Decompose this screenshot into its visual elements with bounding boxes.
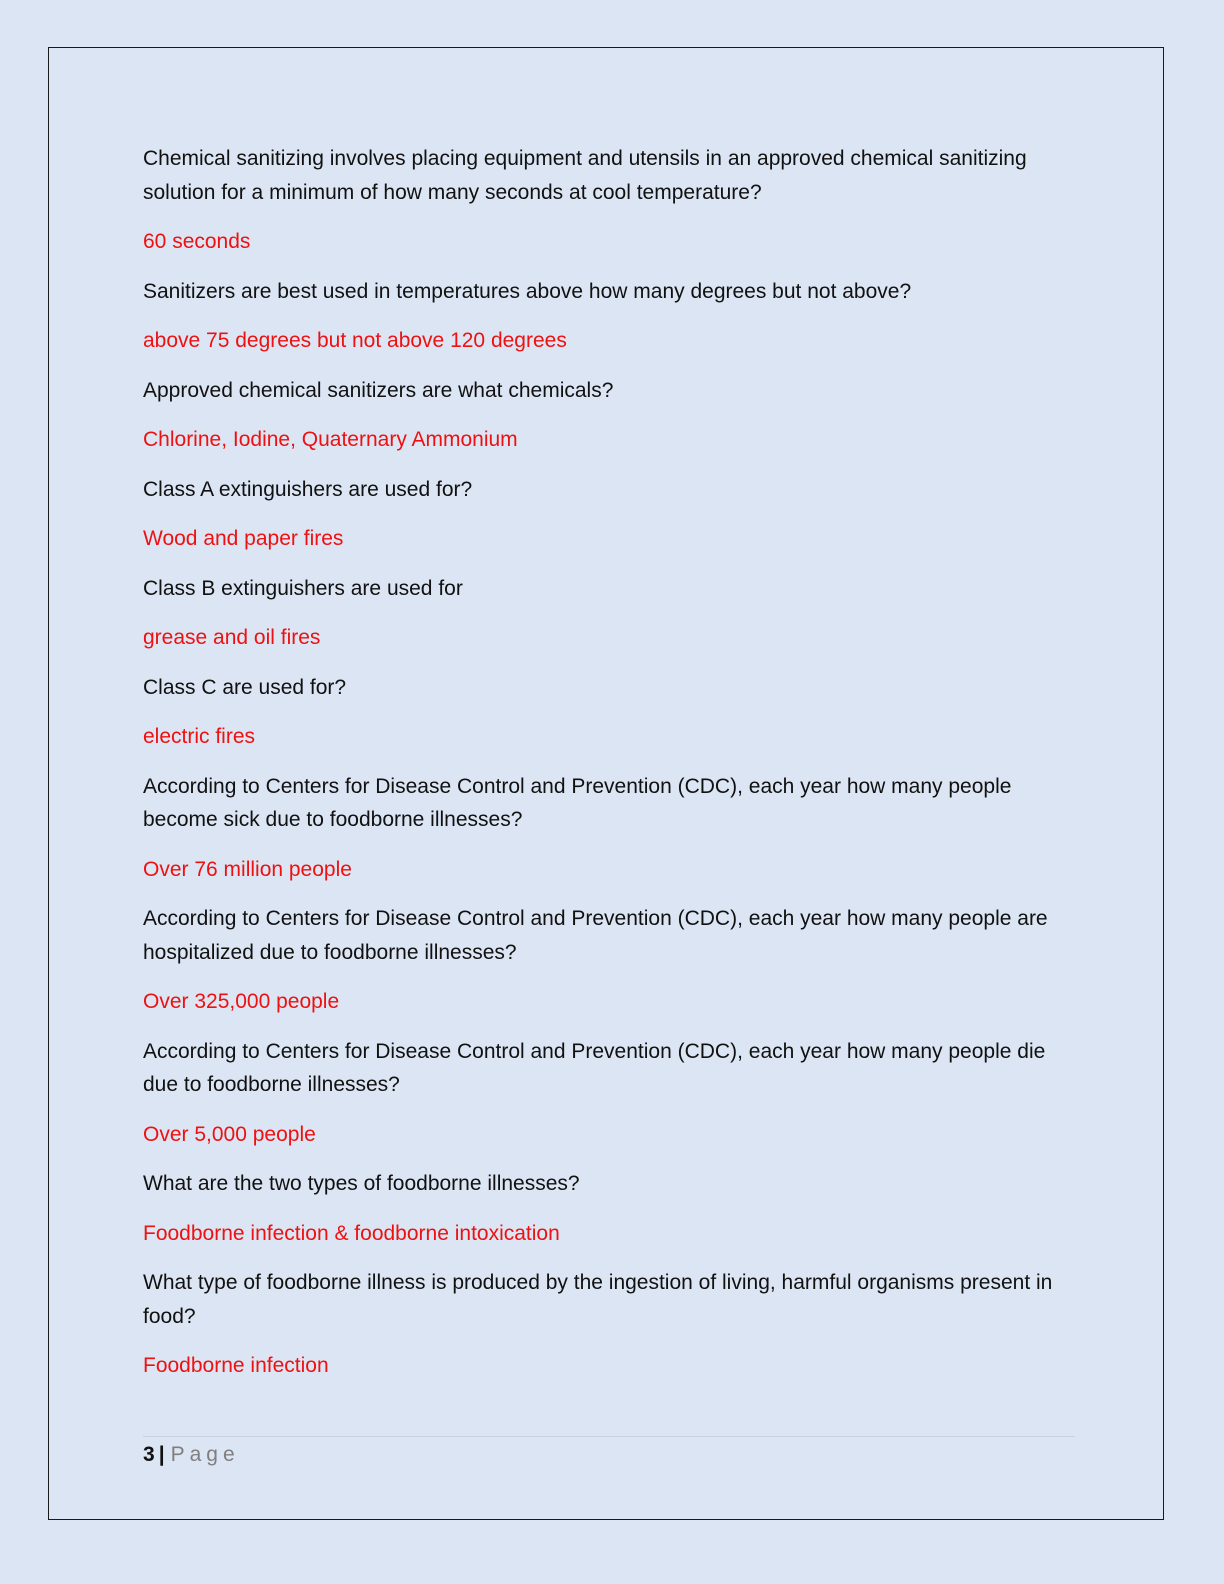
question-text: Class B extinguishers are used for <box>143 576 463 600</box>
document-body <box>143 142 1083 1399</box>
page-separator: | <box>158 1443 165 1466</box>
question-text: What are the two types of foodborne illnesses? <box>143 1172 580 1195</box>
question-text: Sanitizers are best used in temperatures above how many degrees but not above? <box>143 279 912 303</box>
answer-text: Wood and paper fires <box>143 527 344 550</box>
answer-text: 60 seconds <box>143 230 251 253</box>
page-label: Page <box>170 1443 240 1466</box>
question-text: Class A extinguishers are used for? <box>143 477 473 501</box>
answer-text: Over 76 million people <box>143 857 352 881</box>
answer-text: Over 5,000 people <box>143 1122 316 1146</box>
question-text: According to Centers for Disease Control and Prevention (CDC), each year how many people die due to foodborne illnesses? <box>143 1039 1046 1096</box>
answer-text: grease and oil fires <box>143 626 321 649</box>
question-text: According to Centers for Disease Control and Prevention (CDC), each year how many people become sick due to foodborne illnesses? <box>143 774 1012 831</box>
answer-text: above 75 degrees but not above 120 degrees <box>143 329 567 352</box>
page-footer <box>143 1436 1075 1469</box>
question-text: What type of foodborne illness is produced by the ingestion of living, harmful organisms present in food? <box>143 1271 1053 1328</box>
question-text: Class C are used for? <box>143 675 347 699</box>
answer-text: Foodborne infection & foodborne intoxication <box>143 1221 560 1245</box>
question-text: According to Centers for Disease Control and Prevention (CDC), each year how many people are hospitalized due to foodborne illnesses? <box>143 907 1048 964</box>
answer-text: Foodborne infection <box>143 1354 329 1377</box>
answer-text: electric fires <box>143 725 256 748</box>
page-number: 3 <box>143 1443 155 1466</box>
question-text: Chemical sanitizing involves placing equipment and utensils in an approved chemical sanitizing solution for a minimum of how many seconds at cool temperature? <box>143 147 1027 204</box>
question-text: Approved chemical sanitizers are what chemicals? <box>143 378 614 402</box>
answer-text: Chlorine, Iodine, Quaternary Ammonium <box>143 428 518 451</box>
answer-text: Over 325,000 people <box>143 990 340 1013</box>
